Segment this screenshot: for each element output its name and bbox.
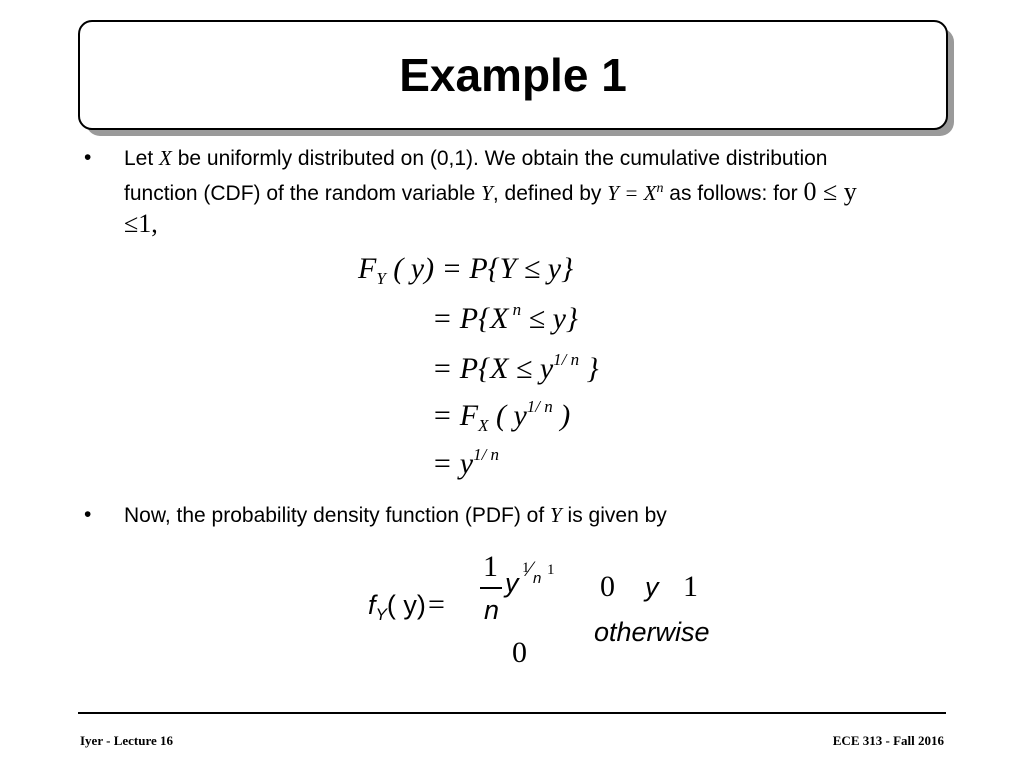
cdf-line-3: = $P\{X \le y^{1/ n}$ }: [432, 350, 599, 385]
footer-right: ECE 313 - Fall 2016: [832, 733, 944, 748]
pdf-y: y: [505, 568, 519, 598]
definition-equation: Y = X: [607, 181, 657, 205]
slide-title: Example 1: [399, 49, 627, 101]
pdf-f: $f_Y$( y): [368, 590, 426, 624]
cdf-line-1: $F_Y$ ( y) = P{Y ≤ y}: [358, 252, 574, 288]
cdf-line-4: = $F_X$ ( $y^{1/ n}$ ): [432, 397, 571, 435]
pdf-numerator: 1: [483, 550, 498, 583]
cdf-line-2: = P{X $^n$ ≤ y}: [432, 300, 578, 335]
pdf-case-zero: 0: [512, 636, 527, 669]
pdf-fraction-bar: [480, 587, 502, 589]
pdf-exp-slash: ⁄: [528, 556, 532, 581]
pdf-cond-y: y: [645, 572, 659, 602]
bullet-pdf-text: Now, the probability density function (PDF) of Y is given by: [124, 503, 667, 527]
bullet-icon: •: [84, 146, 92, 169]
footer-divider: [78, 712, 946, 714]
bullet-cdf-text: Let X be uniformly distributed on (0,1). We obtain the cumulative distribution function (CDF) of the random variable Y, defined by $Y = X^n$ as follows: for 0 ≤ y ≤1,: [124, 146, 857, 238]
pdf-otherwise: otherwise: [594, 617, 710, 647]
pdf-exp-n: n: [533, 570, 542, 587]
pdf-exp-1: 1: [522, 560, 530, 576]
title-box: [78, 20, 948, 130]
cdf-line-5: = $y^{1/ n}$: [432, 445, 500, 480]
range-condition: 0 ≤ y ≤1,: [124, 177, 857, 238]
pdf-equals: =: [428, 588, 445, 621]
pdf-denominator: n: [484, 595, 500, 625]
bullet-icon: •: [84, 503, 92, 526]
pdf-exp-1b: 1: [547, 562, 555, 578]
pdf-cond-one: 1: [683, 570, 698, 603]
pdf-cond-zero: 0: [600, 570, 615, 603]
footer-left: Iyer - Lecture 16: [80, 733, 174, 748]
